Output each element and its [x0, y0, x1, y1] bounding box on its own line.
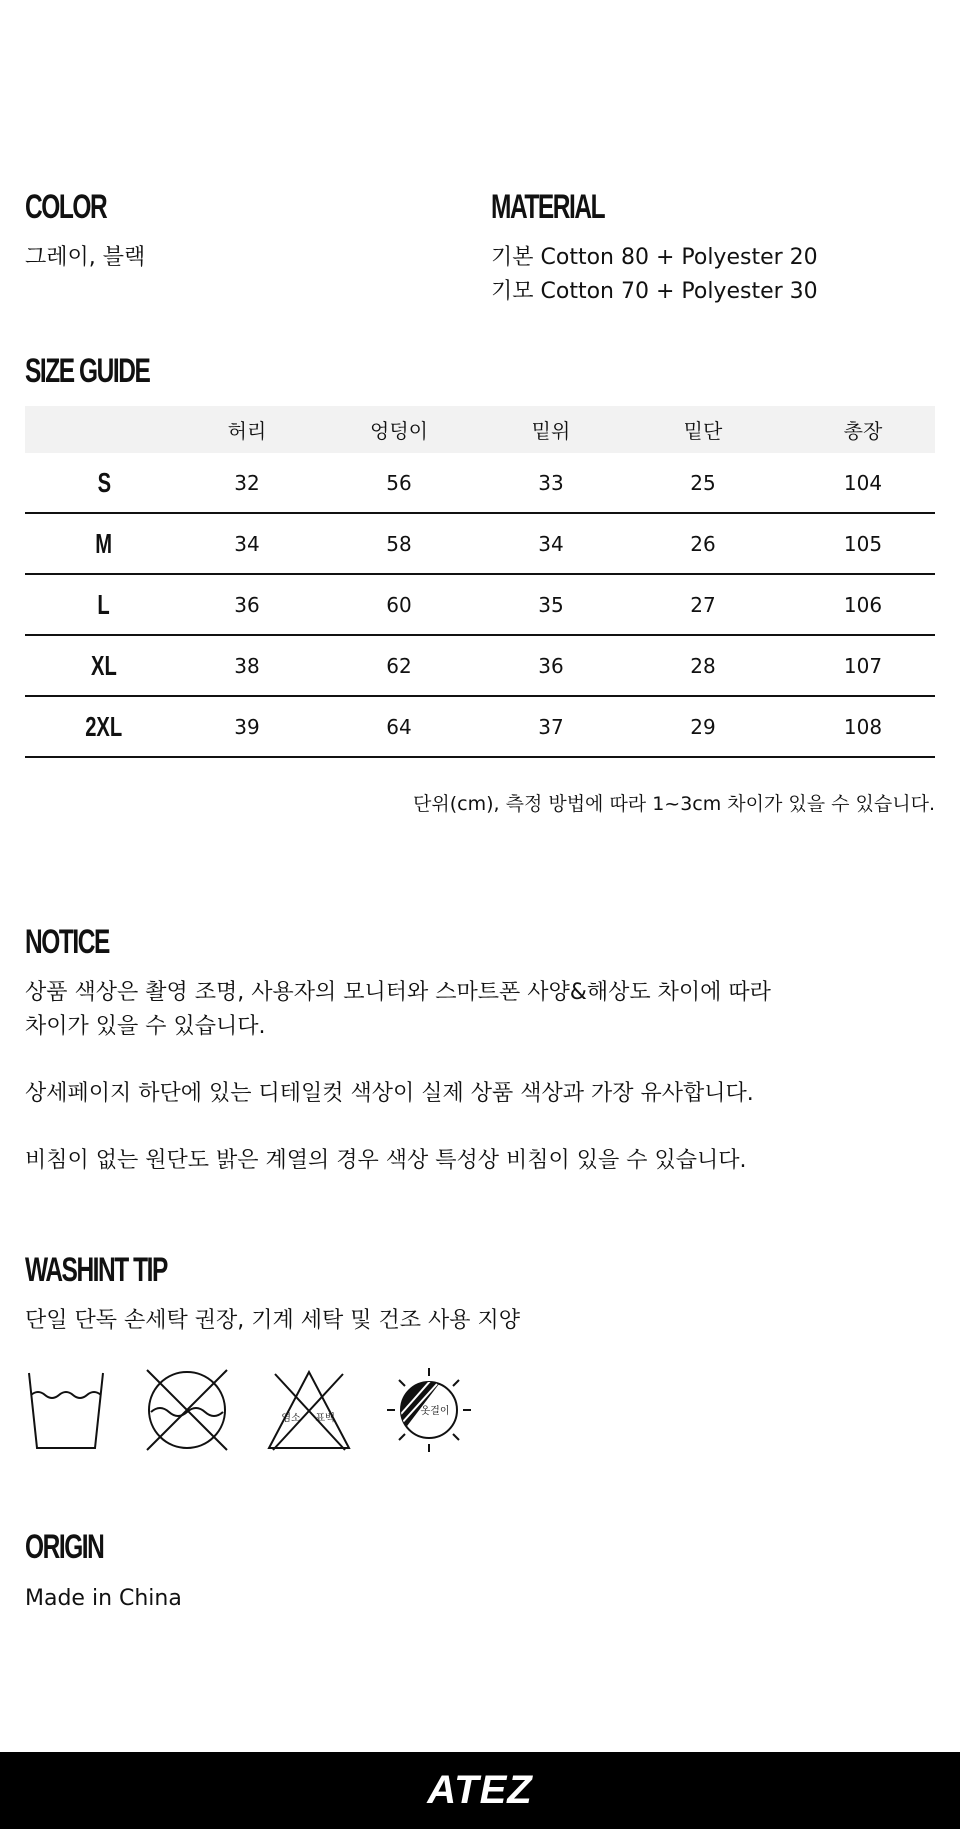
size-note: 단위(cm), 측정 방법에 따라 1~3cm 차이가 있을 수 있습니다. — [413, 793, 935, 815]
footer — [0, 1752, 960, 1829]
table-row — [25, 513, 935, 574]
table-cell: 64 — [311, 696, 487, 757]
column-header — [25, 406, 183, 453]
table-cell: 62 — [311, 635, 487, 696]
size-label — [25, 513, 183, 574]
table-row — [25, 453, 935, 513]
table-cell: 106 — [791, 574, 935, 635]
table-cell: 35 — [487, 574, 615, 635]
notice-line: 상품 색상은 촬영 조명, 사용자의 모니터와 스마트폰 사양&해상도 차이에 따라 — [25, 980, 771, 1005]
table-cell: 56 — [311, 453, 487, 513]
table-cell: 28 — [615, 635, 791, 696]
size-label — [25, 453, 183, 513]
table-cell: 105 — [791, 513, 935, 574]
material-line: 기본 Cotton 80 + Polyester 20 — [491, 245, 818, 270]
table-cell: 32 — [183, 453, 311, 513]
no-bleach-label-1: 염소 — [281, 1413, 301, 1424]
washing-text: 단일 단독 손세탁 권장, 기계 세탁 및 건조 사용 지양 — [25, 1308, 520, 1333]
color-heading: COLOR — [25, 188, 107, 226]
table-cell: 36 — [183, 574, 311, 635]
size-label — [25, 696, 183, 757]
brand-logo[interactable]: ATEZ — [427, 1768, 533, 1812]
origin-value: Made in China — [25, 1586, 182, 1611]
table-cell: 37 — [487, 696, 615, 757]
notice-heading: NOTICE — [25, 923, 109, 961]
size-guide-heading: SIZE GUIDE — [25, 352, 150, 390]
table-cell: 34 — [183, 513, 311, 574]
column-header: 허리 — [183, 406, 311, 453]
size-label — [25, 635, 183, 696]
column-header: 밑단 — [615, 406, 791, 453]
table-cell: 60 — [311, 574, 487, 635]
table-cell: 107 — [791, 635, 935, 696]
material-heading: MATERIAL — [491, 188, 605, 226]
size-label-text: S — [97, 466, 111, 498]
size-table — [25, 406, 935, 758]
notice-line: 상세페이지 하단에 있는 디테일컷 색상이 실제 상품 색상과 가장 유사합니다. — [25, 1081, 754, 1106]
size-label-text: XL — [91, 649, 117, 681]
hang-dry-shade-icon — [387, 1368, 471, 1452]
table-cell: 25 — [615, 453, 791, 513]
size-label-text: L — [97, 588, 111, 620]
table-cell: 39 — [183, 696, 311, 757]
table-cell: 58 — [311, 513, 487, 574]
size-label — [25, 574, 183, 635]
hang-dry-label: 옷걸이 — [420, 1406, 450, 1417]
hand-wash-icon — [25, 1368, 107, 1452]
no-bleach-icon — [265, 1368, 353, 1452]
table-cell: 36 — [487, 635, 615, 696]
washing-heading: WASHINT TIP — [25, 1251, 167, 1289]
size-label-text: 2XL — [85, 710, 123, 742]
table-row — [25, 696, 935, 757]
no-machine-wash-icon — [145, 1368, 229, 1452]
table-cell: 26 — [615, 513, 791, 574]
table-cell: 34 — [487, 513, 615, 574]
notice-line: 차이가 있을 수 있습니다. — [25, 1014, 266, 1039]
table-cell: 33 — [487, 453, 615, 513]
table-cell: 108 — [791, 696, 935, 757]
table-cell: 27 — [615, 574, 791, 635]
no-bleach-label-2: 표백 — [315, 1413, 335, 1424]
table-row — [25, 635, 935, 696]
column-header: 총장 — [791, 406, 935, 453]
material-line: 기모 Cotton 70 + Polyester 30 — [491, 279, 818, 304]
table-cell: 38 — [183, 635, 311, 696]
column-header: 밑위 — [487, 406, 615, 453]
size-table-header — [25, 406, 935, 453]
size-label-text: M — [95, 527, 113, 559]
notice-line: 비침이 없는 원단도 밝은 계열의 경우 색상 특성상 비침이 있을 수 있습니다. — [25, 1148, 747, 1173]
table-cell: 104 — [791, 453, 935, 513]
column-header: 엉덩이 — [311, 406, 487, 453]
origin-heading: ORIGIN — [25, 1528, 104, 1566]
table-row — [25, 574, 935, 635]
color-value: 그레이, 블랙 — [25, 245, 146, 270]
table-cell: 29 — [615, 696, 791, 757]
